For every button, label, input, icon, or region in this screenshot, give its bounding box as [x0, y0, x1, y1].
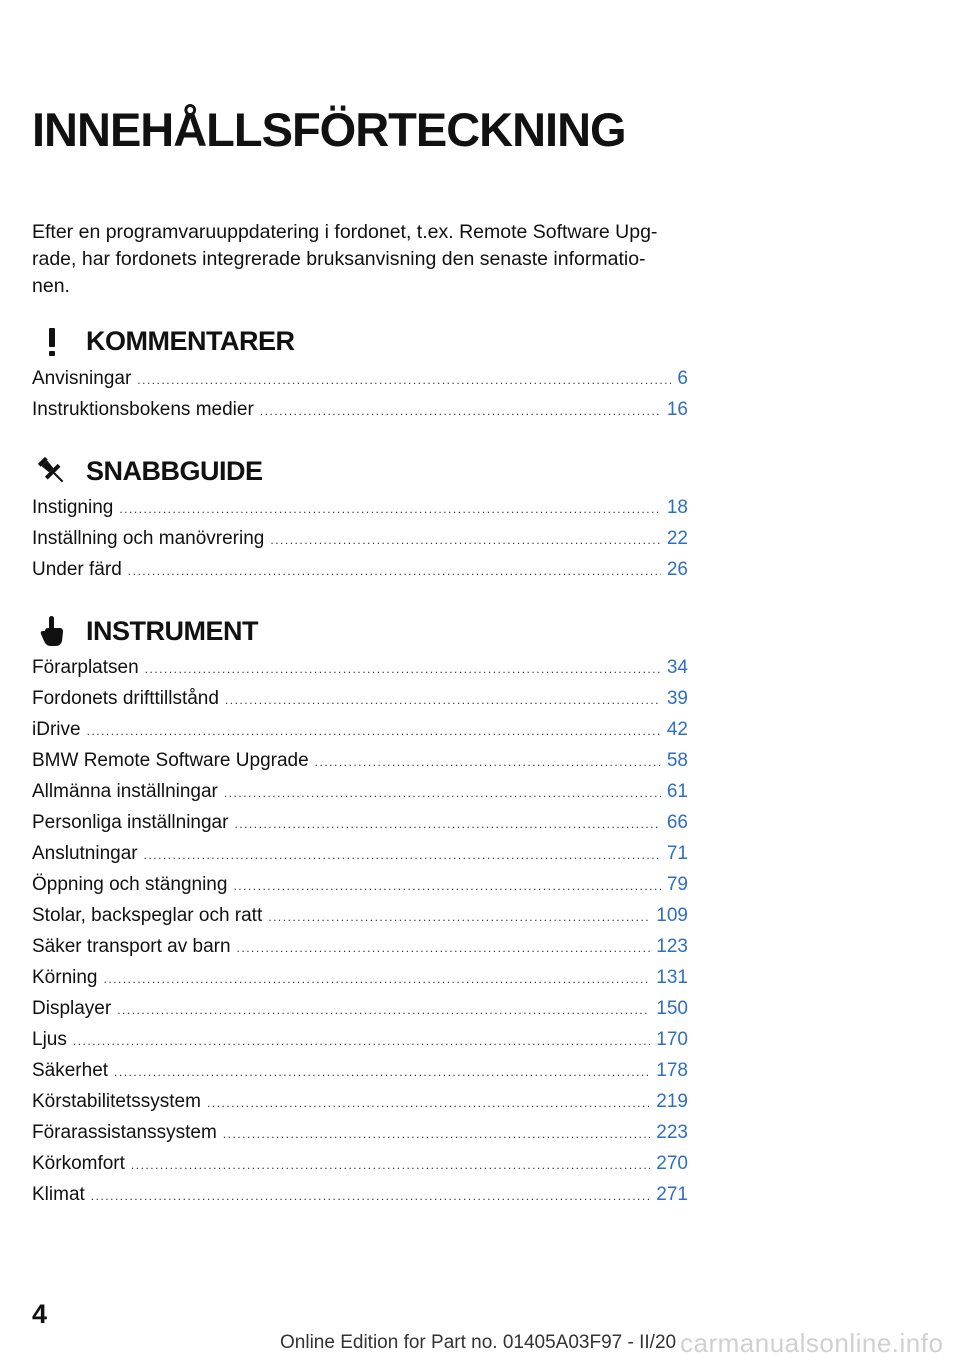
toc-entry[interactable]: [32, 1179, 688, 1210]
toc-leader-dots: [128, 556, 661, 587]
toc-leader-dots: [260, 396, 661, 427]
toc-entry-label[interactable]: BMW Remote Software Upgrade: [32, 750, 309, 771]
toc-page-link[interactable]: 170: [656, 1029, 688, 1050]
toc-page-link[interactable]: 270: [656, 1153, 688, 1174]
toc-page-link[interactable]: 18: [666, 497, 688, 518]
toc-list-kommentarer: [32, 363, 688, 425]
toc-leader-dots: [224, 778, 661, 809]
toc-page-link[interactable]: 79: [666, 874, 688, 895]
toc-leader-dots: [137, 365, 671, 396]
toc-page-link[interactable]: 150: [656, 998, 688, 1019]
toc-entry[interactable]: [32, 1148, 688, 1179]
toc-leader-dots: [225, 685, 661, 716]
toc-list-snabbguide: [32, 492, 688, 585]
pushpin-icon: [34, 453, 70, 489]
toc-page-link[interactable]: 71: [666, 843, 688, 864]
pointing-hand-icon: [34, 613, 70, 649]
toc-entry-label[interactable]: Förarassistanssystem: [32, 1122, 217, 1143]
toc-entry[interactable]: [32, 776, 688, 807]
toc-entry-label[interactable]: Anslutningar: [32, 843, 138, 864]
toc-entry[interactable]: [32, 869, 688, 900]
toc-entry[interactable]: [32, 962, 688, 993]
toc-page-link[interactable]: 223: [656, 1122, 688, 1143]
toc-entry-label[interactable]: Allmänna inställningar: [32, 781, 218, 802]
toc-entry[interactable]: [32, 652, 688, 683]
section-header-instrument: [32, 611, 692, 651]
toc-entry-label[interactable]: Körning: [32, 967, 98, 988]
toc-entry[interactable]: [32, 1055, 688, 1086]
toc-page-link[interactable]: 131: [656, 967, 688, 988]
toc-leader-dots: [131, 1150, 650, 1181]
toc-page-link[interactable]: 271: [656, 1184, 688, 1205]
toc-entry[interactable]: [32, 714, 688, 745]
toc-page-link[interactable]: 178: [656, 1060, 688, 1081]
toc-leader-dots: [145, 654, 661, 685]
toc-entry-label[interactable]: Säker transport av barn: [32, 936, 231, 957]
toc-entry-label[interactable]: iDrive: [32, 719, 81, 740]
toc-leader-dots: [233, 871, 660, 902]
intro-paragraph: [32, 219, 692, 300]
toc-entry[interactable]: [32, 807, 688, 838]
toc-page-link[interactable]: 109: [656, 905, 688, 926]
exclamation-icon: [34, 323, 70, 359]
toc-entry-label[interactable]: Inställning och manövrering: [32, 528, 265, 549]
toc-leader-dots: [104, 964, 651, 995]
toc-entry-label[interactable]: Ljus: [32, 1029, 67, 1050]
toc-page-link[interactable]: 219: [656, 1091, 688, 1112]
intro-line: rade, har fordonets integrerade bruksanvisning den senaste informatio‐: [32, 248, 646, 270]
toc-entry-label[interactable]: Instruktionsbokens medier: [32, 399, 254, 420]
toc-entry-label[interactable]: Fordonets drifttillstånd: [32, 688, 219, 709]
toc-leader-dots: [119, 494, 661, 525]
toc-entry[interactable]: [32, 745, 688, 776]
toc-entry-label[interactable]: Under färd: [32, 559, 122, 580]
toc-entry-label[interactable]: Säkerhet: [32, 1060, 109, 1081]
toc-leader-dots: [237, 933, 651, 964]
footer-edition: Online Edition for Part no. 01405A03F97 - II/20: [280, 1332, 677, 1353]
toc-entry[interactable]: [32, 683, 688, 714]
intro-line: Efter en programvaruuppdatering i fordonet, t.ex. Remote Software Upg‐: [32, 221, 658, 243]
toc-entry-label[interactable]: Stolar, backspeglar och ratt: [32, 905, 263, 926]
toc-page-link[interactable]: 16: [666, 399, 688, 420]
toc-leader-dots: [234, 809, 660, 840]
toc-page-link[interactable]: 34: [666, 657, 688, 678]
toc-entry[interactable]: [32, 1024, 688, 1055]
toc-entry[interactable]: [32, 993, 688, 1024]
toc-entry-label[interactable]: Displayer: [32, 998, 112, 1019]
toc-leader-dots: [268, 902, 650, 933]
toc-entry-label[interactable]: Personliga inställningar: [32, 812, 229, 833]
toc-leader-dots: [223, 1119, 651, 1150]
toc-entry-label[interactable]: Klimat: [32, 1184, 85, 1205]
toc-entry[interactable]: [32, 1086, 688, 1117]
watermark: carmanualsonline.info: [680, 1328, 944, 1358]
toc-entry-label[interactable]: Förarplatsen: [32, 657, 139, 678]
toc-page-link[interactable]: 66: [666, 812, 688, 833]
section-header-kommentarer: [32, 321, 692, 361]
toc-entry[interactable]: [32, 394, 688, 425]
section-title: INSTRUMENT: [86, 616, 258, 646]
section-title: KOMMENTARER: [86, 326, 295, 356]
toc-entry[interactable]: [32, 900, 688, 931]
toc-entry-label[interactable]: Instigning: [32, 497, 114, 518]
toc-leader-dots: [114, 1057, 650, 1088]
toc-entry[interactable]: [32, 931, 688, 962]
toc-leader-dots: [73, 1026, 650, 1057]
toc-leader-dots: [117, 995, 650, 1026]
toc-page-link[interactable]: 6: [677, 368, 688, 389]
toc-page-link[interactable]: 123: [656, 936, 688, 957]
toc-page-link[interactable]: 42: [666, 719, 688, 740]
toc-leader-dots: [270, 525, 661, 556]
toc-entry[interactable]: [32, 523, 688, 554]
toc-list-instrument: [32, 652, 688, 1210]
toc-entry-label[interactable]: Anvisningar: [32, 368, 132, 389]
toc-entry[interactable]: [32, 363, 688, 394]
toc-entry[interactable]: [32, 492, 688, 523]
toc-page-link[interactable]: 61: [666, 781, 688, 802]
page-number: 4: [32, 1299, 48, 1329]
toc-entry[interactable]: [32, 554, 688, 585]
section-header-snabbguide: [32, 451, 692, 491]
toc-leader-dots: [315, 747, 661, 778]
toc-leader-dots: [87, 716, 661, 747]
toc-page-link[interactable]: 39: [666, 688, 688, 709]
toc-leader-dots: [207, 1088, 650, 1119]
page-title: INNEHÅLLSFÖRTECKNING: [32, 103, 626, 156]
section-title: SNABBGUIDE: [86, 456, 263, 486]
toc-entry-label[interactable]: Körstabilitetssystem: [32, 1091, 201, 1112]
toc-entry-label[interactable]: Öppning och stängning: [32, 874, 228, 895]
toc-entry[interactable]: [32, 838, 688, 869]
toc-page-link[interactable]: 58: [666, 750, 688, 771]
toc-page-link[interactable]: 22: [666, 528, 688, 549]
toc-leader-dots: [91, 1181, 651, 1212]
toc-page-link[interactable]: 26: [666, 559, 688, 580]
toc-entry[interactable]: [32, 1117, 688, 1148]
toc-leader-dots: [144, 840, 661, 871]
intro-line: nen.: [32, 275, 70, 297]
toc-entry-label[interactable]: Körkomfort: [32, 1153, 125, 1174]
